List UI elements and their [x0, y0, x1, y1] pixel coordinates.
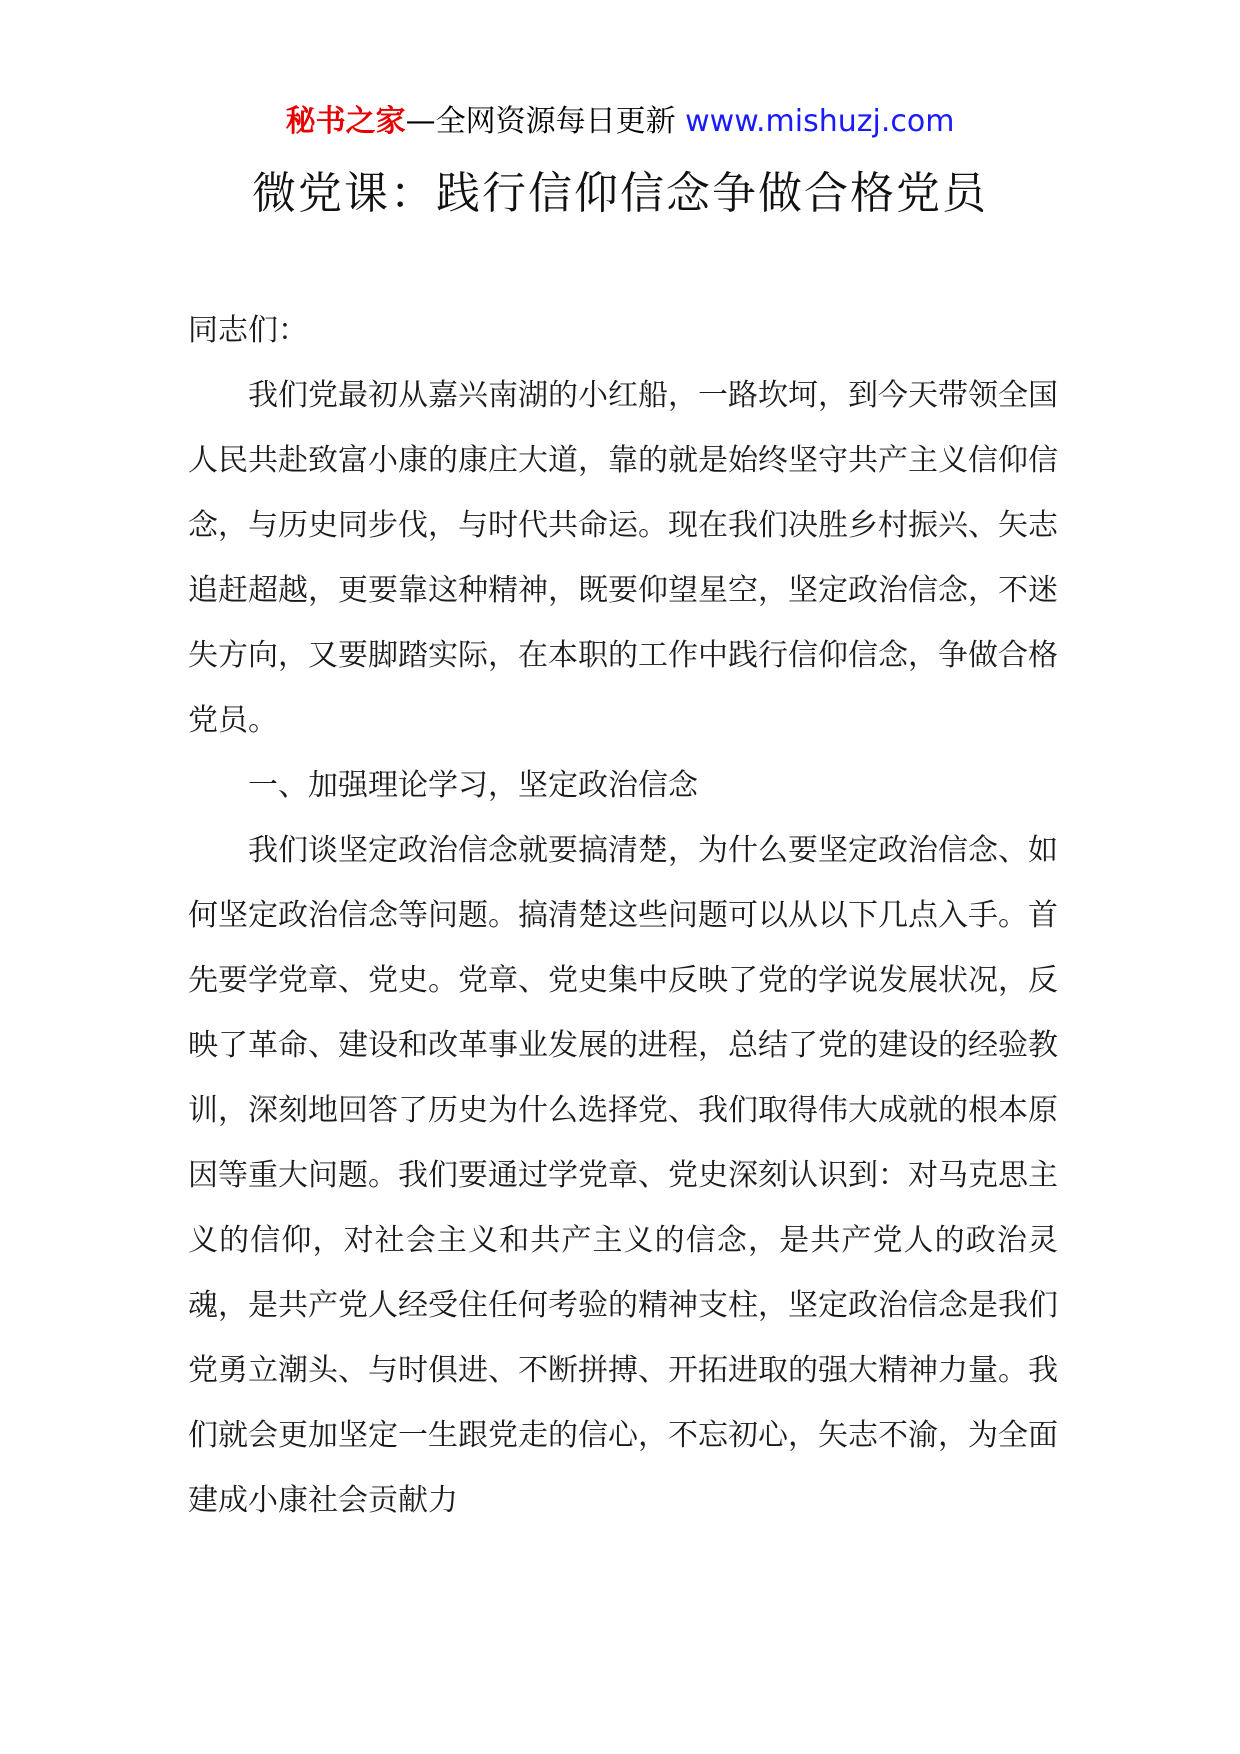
site-header [0, 100, 1240, 144]
body-paragraph: 我们谈坚定政治信念就要搞清楚，为什么要坚定政治信念、如何坚定政治信念等问题。搞清楚这些问题可以从以下几点入手。首先要学党章、党史。党章、党史集中反映了党的学说发展状况，反映了革命、建设和改革事业发展的进程，总结了党的建设的经验教训，深刻地回答了历史为什么选择党、我们取得伟大成就的根本原因等重大问题。我们要通过学党章、党史深刻认识到：对马克思主义的信仰，对社会主义和共产主义的信念，是共产党人的政治灵魂，是共产党人经受住任何考验的精神支柱，坚定政治信念是我们党勇立潮头、与时俱进、不断拼搏、开拓进取的强大精神力量。我们就会更加坚定一生跟党走的信心，不忘初心，矢志不渝，为全面建成小康社会贡献力 [188, 833, 1058, 1518]
body-paragraph: 我们党最初从嘉兴南湖的小红船，一路坎坷，到今天带领全国人民共赴致富小康的康庄大道，靠的就是始终坚守共产主义信仰信念，与历史同步伐，与时代共命运。现在我们决胜乡村振兴、矢志追赶超越，更要靠这种精神，既要仰望星空，坚定政治信念，不迷失方向，又要脚踏实际，在本职的工作中践行信仰信念，争做合格党员。 [188, 378, 1058, 738]
document-title: 微党课：践行信仰信念争做合格党员 [252, 168, 988, 219]
section-heading: 一、加强理论学习，坚定政治信念 [248, 768, 698, 803]
site-url[interactable]: www.mishuzj.com [685, 104, 955, 139]
brand-name: 秘书之家 [285, 104, 406, 139]
header-slogan: —全网资源每日更新 [405, 104, 686, 139]
document-body [188, 298, 1058, 1533]
salutation: 同志们： [188, 313, 308, 348]
